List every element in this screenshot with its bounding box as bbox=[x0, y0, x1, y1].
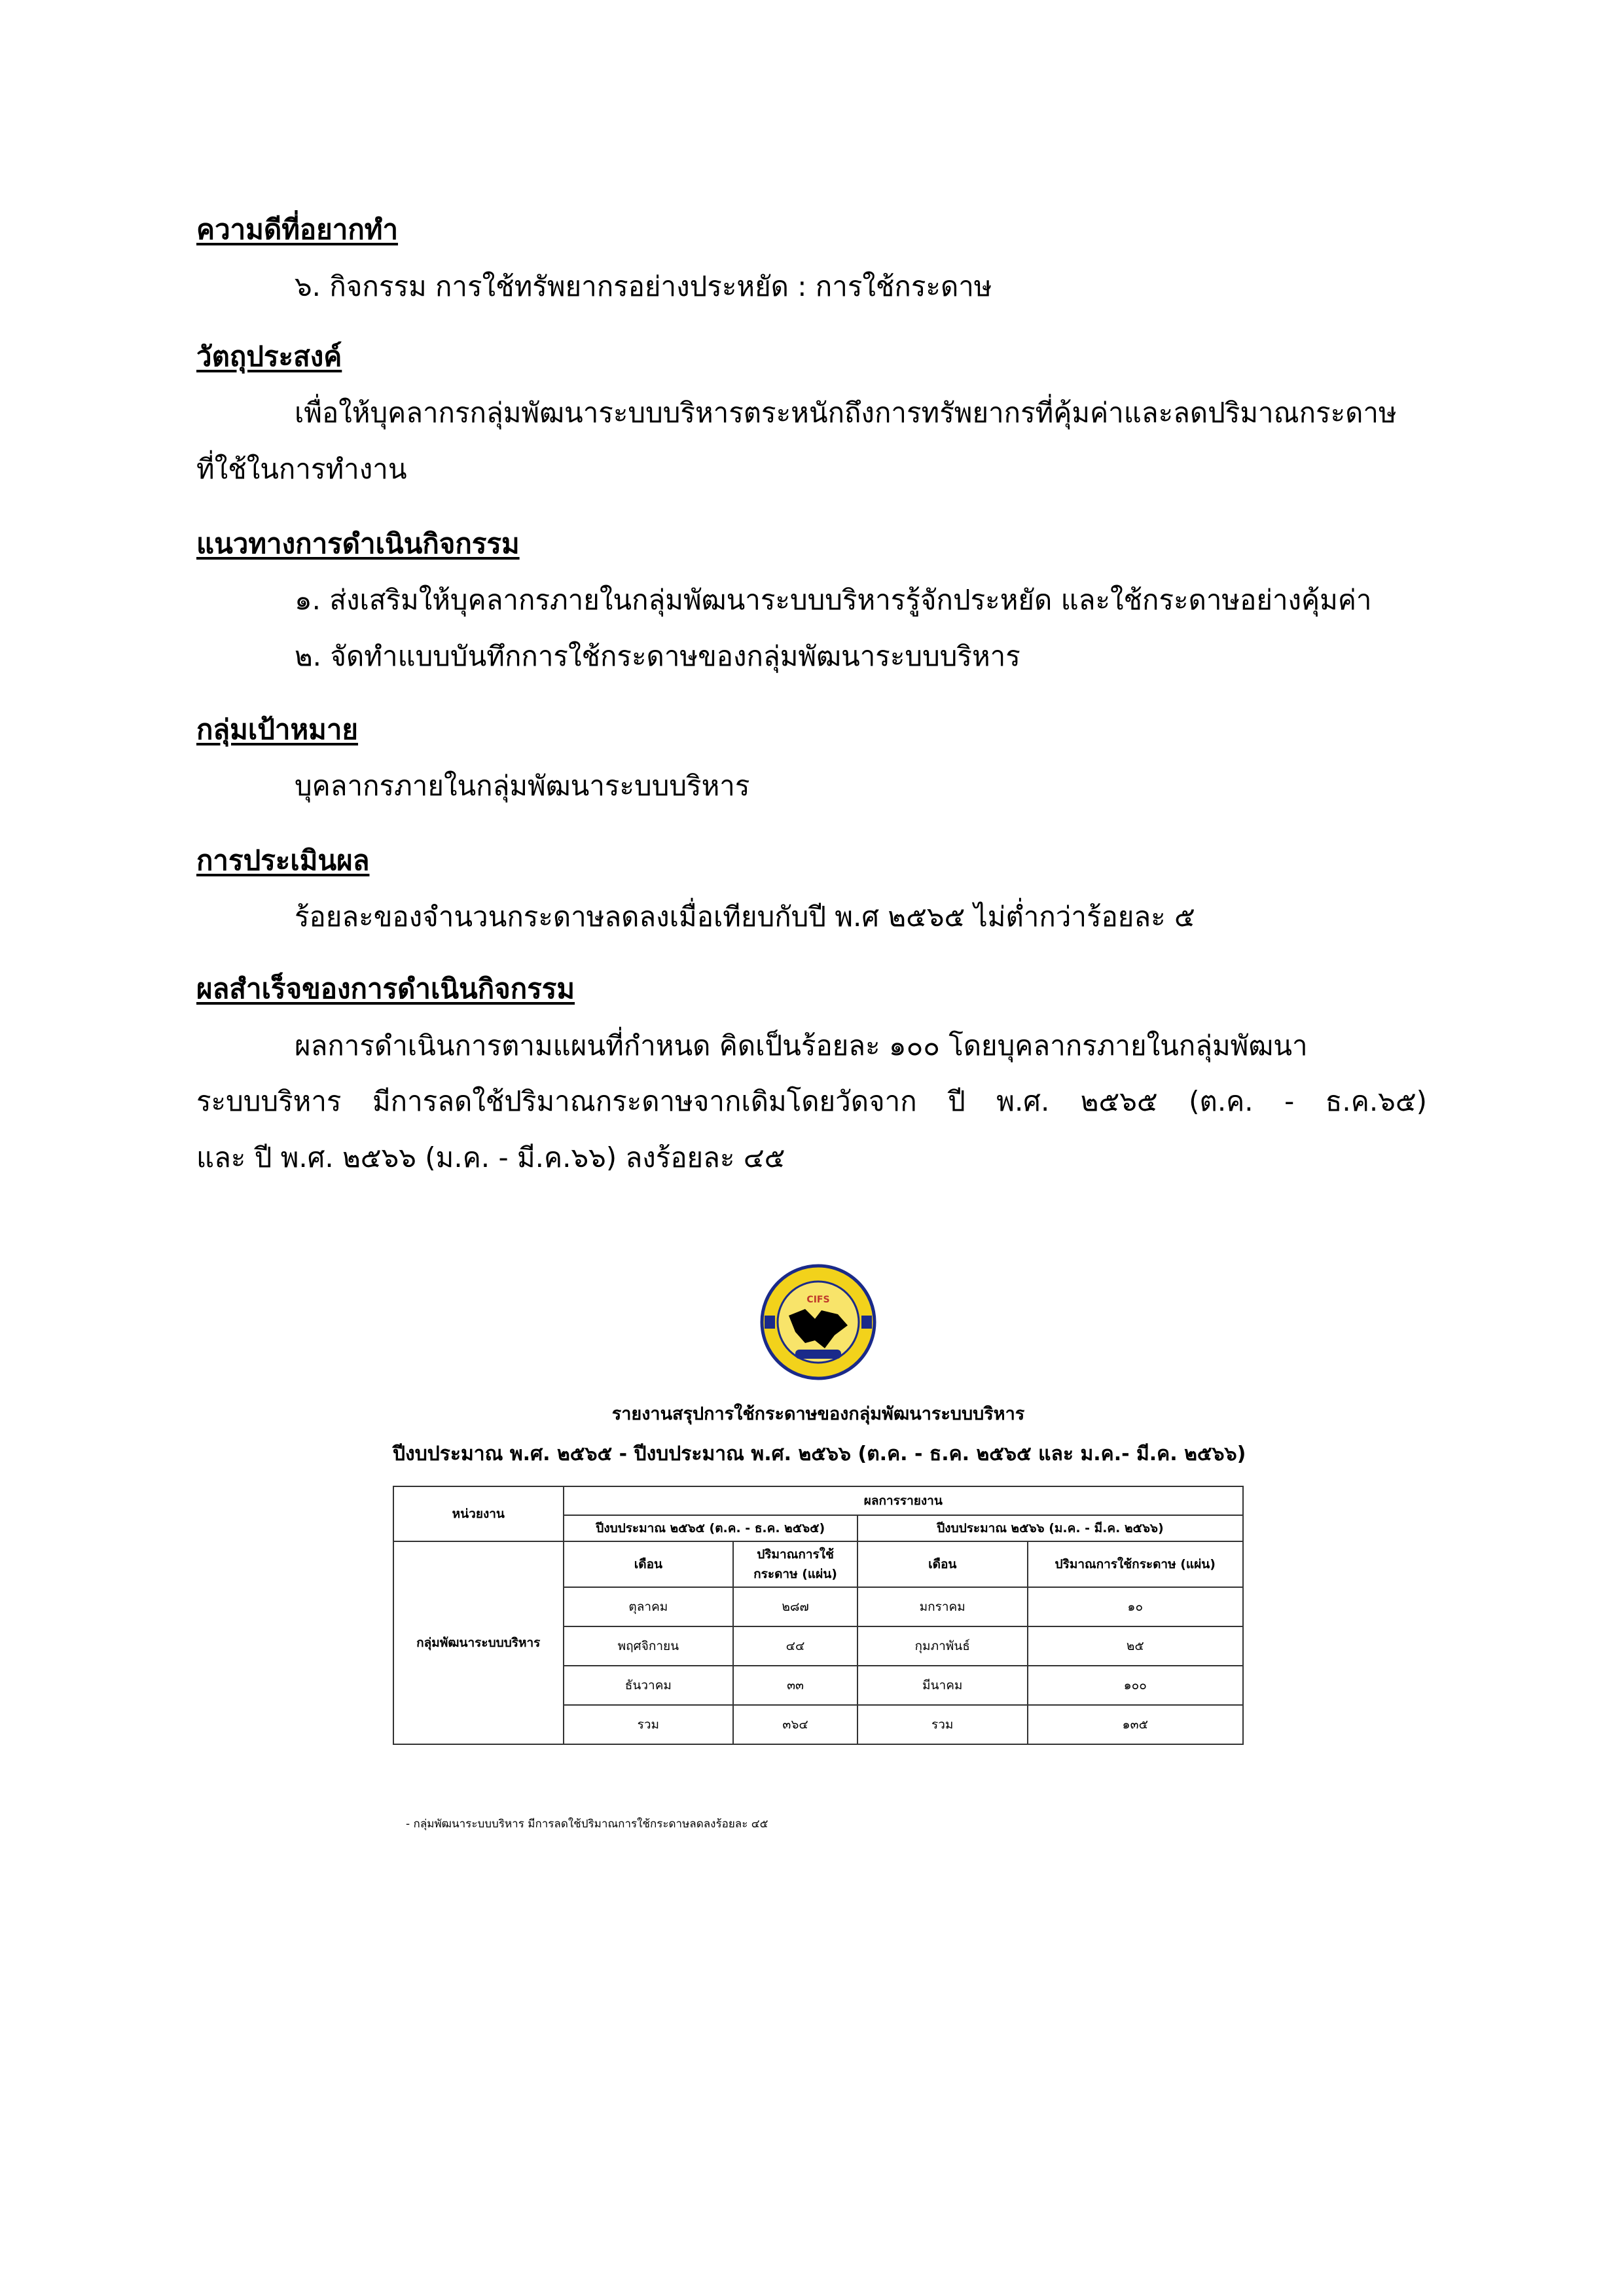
amount-cell: ๔๔ bbox=[733, 1626, 857, 1666]
approach-item-2: ๒. จัดทำแบบบันทึกการใช้กระดาษของกลุ่มพัฒนาระบบบริหาร bbox=[295, 640, 1020, 672]
paper-usage-table bbox=[393, 1486, 1244, 1745]
heading-approach: แนวทางการดำเนินกิจกรรม bbox=[196, 528, 520, 560]
paper-usage-report bbox=[393, 1263, 1244, 1839]
month-cell: มีนาคม bbox=[857, 1666, 1028, 1705]
total-amount-cell: ๑๓๕ bbox=[1028, 1705, 1243, 1744]
objective-text-line2: ที่ใช้ในการทำงาน bbox=[196, 453, 407, 485]
month-cell: มกราคม bbox=[857, 1587, 1028, 1626]
header-period-2: ปีงบประมาณ ๒๕๖๖ (ม.ค. - มี.ค. ๒๕๖๖) bbox=[857, 1515, 1243, 1541]
report-subtitle: ปีงบประมาณ พ.ศ. ๒๕๖๕ - ปีงบประมาณ พ.ศ. ๒๕๖๖ (ต.ค. - ธ.ค. ๒๕๖๕ และ ม.ค.- มี.ค. ๒๕๖๖) bbox=[393, 1443, 1246, 1465]
header-month-2: เดือน bbox=[857, 1541, 1028, 1587]
target-text: บุคลากรภายในกลุ่มพัฒนาระบบบริหาร bbox=[295, 770, 750, 802]
approach-item-1: ๑. ส่งเสริมให้บุคลากรภายในกลุ่มพัฒนาระบบบริหารรู้จักประหยัด และใช้กระดาษอย่างคุ้มค่า bbox=[295, 584, 1372, 616]
amount-cell: ๑๐ bbox=[1028, 1587, 1243, 1626]
month-cell: ธันวาคม bbox=[564, 1666, 734, 1705]
month-cell: พฤศจิกายน bbox=[564, 1626, 734, 1666]
achievement-text-line3: และ ปี พ.ศ. ๒๕๖๖ (ม.ค. - มี.ค.๖๖) ลงร้อยละ ๔๕ bbox=[196, 1141, 785, 1174]
header-amount-2: ปริมาณการใช้กระดาษ (แผ่น) bbox=[1028, 1541, 1243, 1587]
heading-objective: วัตถุประสงค์ bbox=[196, 340, 342, 372]
amount-cell: ๒๕ bbox=[1028, 1626, 1243, 1666]
report-note: - กลุ่มพัฒนาระบบบริหาร มีการลดใช้ปริมาณการใช้กระดาษลดลงร้อยละ ๔๕ bbox=[406, 1818, 768, 1831]
achievement-text-line1: ผลการดำเนินการตามแผนที่กำหนด คิดเป็นร้อยละ ๑๐๐ โดยบุคลากรภายในกลุ่มพัฒนา bbox=[295, 1030, 1308, 1062]
unit-name-cell: กลุ่มพัฒนาระบบบริหาร bbox=[393, 1541, 564, 1744]
svg-text:CIFS: CIFS bbox=[806, 1295, 830, 1305]
header-amount-1: ปริมาณการใช้กระดาษ (แผ่น) bbox=[733, 1541, 857, 1587]
heading-achievement: ผลสำเร็จของการดำเนินกิจกรรม bbox=[196, 973, 575, 1005]
heading-target: กลุ่มเป้าหมาย bbox=[196, 713, 359, 745]
month-cell: ตุลาคม bbox=[564, 1587, 734, 1626]
header-month-1: เดือน bbox=[564, 1541, 734, 1587]
evaluation-text: ร้อยละของจำนวนกระดาษลดลงเมื่อเทียบกับปี พ.ศ ๒๕๖๕ ไม่ต่ำกว่าร้อยละ ๕ bbox=[295, 901, 1195, 933]
total-label-cell: รวม bbox=[564, 1705, 734, 1744]
total-label-cell: รวม bbox=[857, 1705, 1028, 1744]
amount-cell: ๓๓ bbox=[733, 1666, 857, 1705]
objective-text-line1: เพื่อให้บุคลากรกลุ่มพัฒนาระบบบริหารตระหนักถึงการทรัพยากรที่คุ้มค่าและลดปริมาณกระดาษ bbox=[295, 397, 1397, 429]
good-deed-text: ๖. กิจกรรม การใช้ทรัพยากรอย่างประหยัด : การใช้กระดาษ bbox=[295, 270, 992, 302]
month-cell: กุมภาพันธ์ bbox=[857, 1626, 1028, 1666]
header-unit: หน่วยงาน bbox=[393, 1486, 564, 1541]
report-title: รายงานสรุปการใช้กระดาษของกลุ่มพัฒนาระบบบริหาร bbox=[611, 1404, 1025, 1424]
header-results: ผลการรายงาน bbox=[564, 1486, 1243, 1515]
heading-good-deed: ความดีที่อยากทำ bbox=[196, 213, 399, 245]
heading-evaluation: การประเมินผล bbox=[196, 844, 370, 876]
total-amount-cell: ๓๖๔ bbox=[733, 1705, 857, 1744]
cifs-emblem-icon bbox=[759, 1263, 877, 1381]
amount-cell: ๑๐๐ bbox=[1028, 1666, 1243, 1705]
achievement-text-line2: ระบบบริหาร มีการลดใช้ปริมาณกระดาษจากเดิมโดยวัดจาก ปี พ.ศ. ๒๕๖๕ (ต.ค. - ธ.ค.๖๕) bbox=[196, 1085, 1427, 1117]
amount-cell: ๒๘๗ bbox=[733, 1587, 857, 1626]
header-period-1: ปีงบประมาณ ๒๕๖๕ (ต.ค. - ธ.ค. ๒๕๖๕) bbox=[564, 1515, 857, 1541]
